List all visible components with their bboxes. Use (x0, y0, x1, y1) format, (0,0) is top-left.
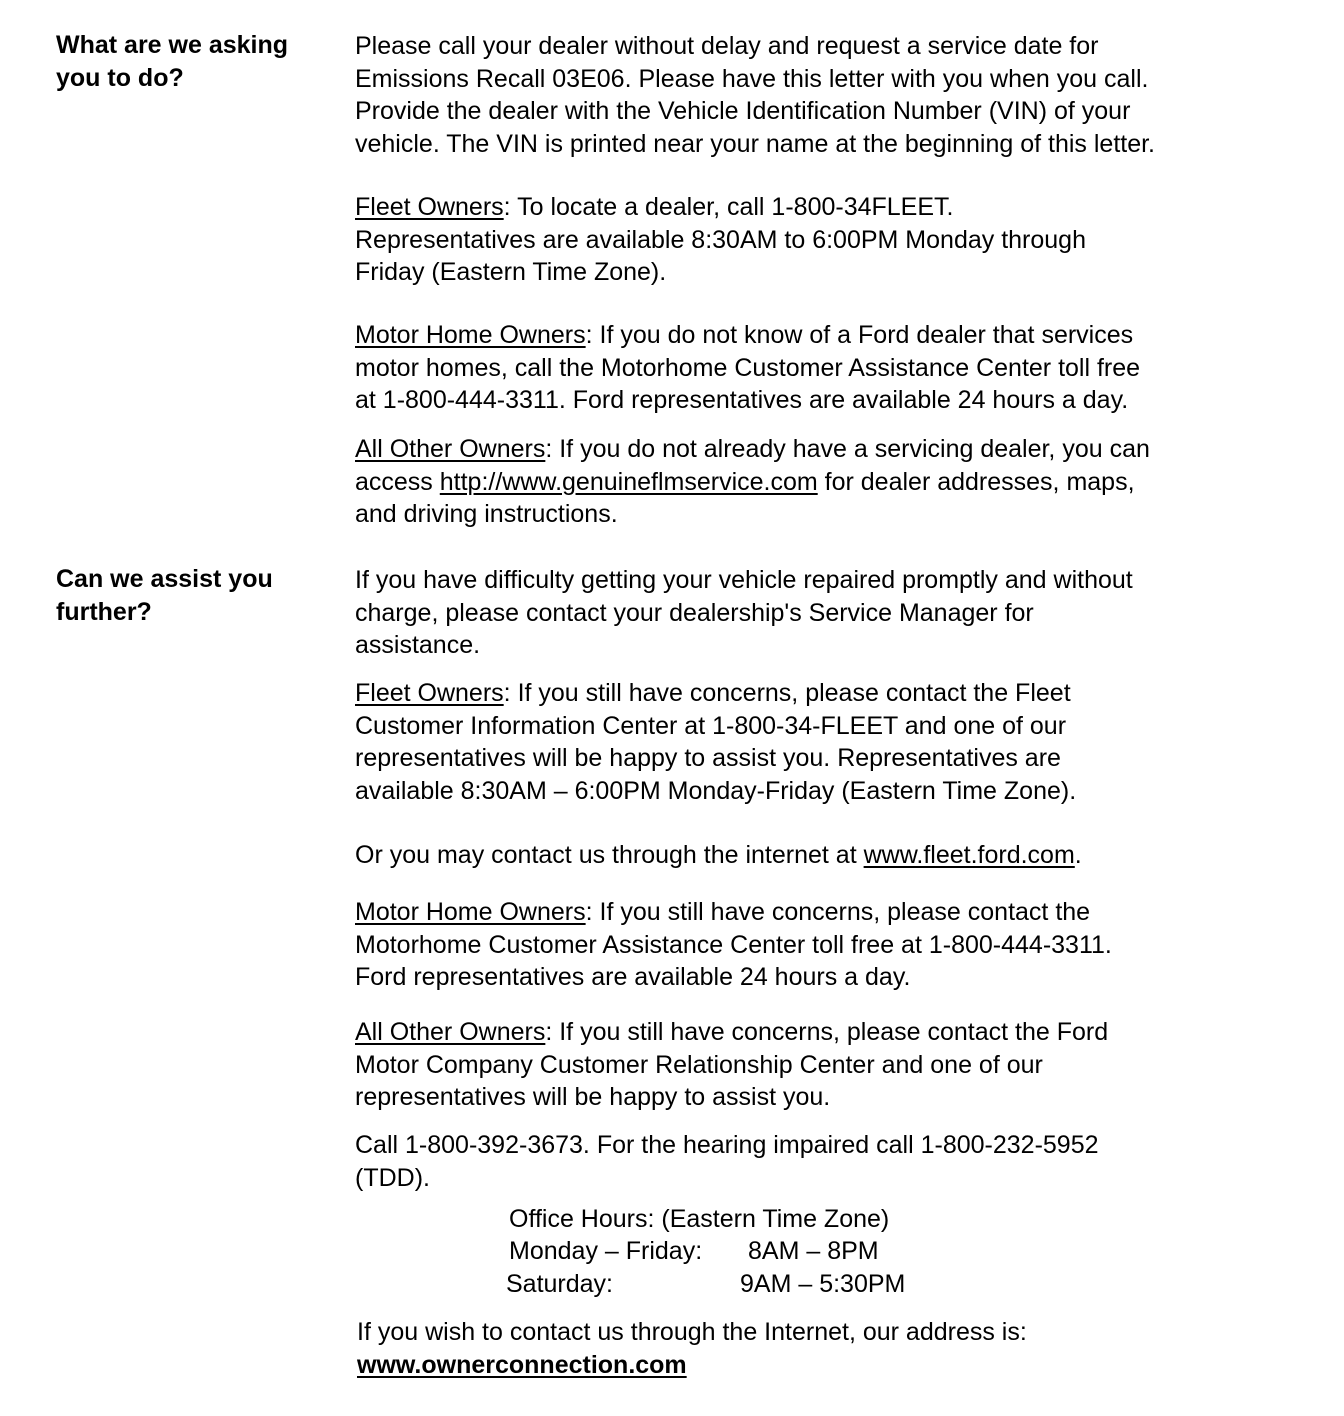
paragraph-line: available 8:30AM – 6:00PM Monday-Friday (Eastern Time Zone). (355, 776, 1077, 805)
motor-home-owners-text: : If you still have concerns, please contact the (585, 898, 1091, 926)
paragraph-line: assistance. (355, 631, 481, 659)
motor-home-owners-text: : If you do not know of a Ford dealer that services (585, 321, 1134, 349)
motor-home-owners-label: Motor Home Owners (355, 898, 586, 926)
saturday-hours-value: 9AM – 5:30PM (740, 1270, 906, 1298)
paragraph-line (355, 1016, 1108, 1049)
fleet-internet-paragraph (355, 839, 1082, 872)
paragraph-line (355, 466, 1150, 499)
all-other-owners-concerns-paragraph (355, 1016, 1108, 1114)
motor-home-owners-label: Motor Home Owners (355, 321, 586, 349)
fleet-owners-label: Fleet Owners (355, 193, 504, 221)
internet-address-paragraph (357, 1316, 1027, 1381)
paragraph-line: Please call your dealer without delay and request a service date for (355, 32, 1099, 60)
text-fragment: . (1074, 841, 1082, 869)
heading-line: you to do? (56, 64, 184, 92)
paragraph-line: and driving instructions. (355, 500, 618, 528)
all-other-owners-text: : If you still have concerns, please contact the Ford (545, 1018, 1109, 1046)
difficulty-paragraph (355, 564, 1133, 662)
paragraph-line: Friday (Eastern Time Zone). (355, 258, 667, 286)
paragraph-line (355, 896, 1112, 929)
fleet-owners-text: : To locate a dealer, call 1-800-34FLEET. (503, 193, 954, 221)
all-other-owners-locate-paragraph (355, 433, 1150, 531)
section-heading-assist (56, 563, 273, 629)
fleet-ford-link[interactable]: www.fleet.ford.com (863, 841, 1075, 869)
all-other-owners-label: All Other Owners (355, 435, 546, 463)
fleet-owners-text: : If you still have concerns, please contact the Fleet (503, 679, 1071, 707)
office-hours-label: Office Hours: (Eastern Time Zone) (509, 1205, 890, 1233)
paragraph-line (355, 677, 1076, 710)
request-service-paragraph (355, 30, 1155, 160)
fleet-owners-concerns-paragraph (355, 677, 1076, 807)
heading-line: Can we assist you (56, 565, 273, 593)
paragraph-line: vehicle. The VIN is printed near your name at the beginning of this letter. (355, 129, 1155, 158)
weekday-hours-value: 8AM – 8PM (748, 1237, 879, 1265)
paragraph-line (357, 1349, 1027, 1382)
paragraph-line: Emissions Recall 03E06. Please have this letter with you when you call. (355, 64, 1149, 93)
heading-line: What are we asking (56, 31, 289, 59)
motor-home-owners-locate-paragraph (355, 319, 1140, 417)
ownerconnection-link[interactable]: www.ownerconnection.com (357, 1350, 687, 1379)
paragraph-line: representatives will be happy to assist you. Representatives are (355, 744, 1061, 772)
paragraph-line: (TDD). (355, 1163, 430, 1192)
text-fragment: for dealer addresses, maps, (817, 467, 1135, 496)
paragraph-line (355, 191, 1086, 224)
call-numbers-paragraph (355, 1129, 1099, 1194)
genuineflmservice-link[interactable]: http://www.genuineflmservice.com (439, 467, 818, 496)
paragraph-line: Ford representatives are available 24 hours a day. (355, 963, 911, 991)
all-other-owners-label: All Other Owners (355, 1018, 546, 1046)
text-fragment: Or you may contact us through the internet at (355, 841, 864, 869)
paragraph-line (355, 319, 1140, 352)
paragraph-line (355, 839, 1082, 872)
section-heading-asking (56, 29, 288, 95)
paragraph-line: Representatives are available 8:30AM to 6:00PM Monday through (355, 225, 1086, 254)
paragraph-line: motor homes, call the Motorhome Customer Assistance Center toll free (355, 353, 1141, 382)
all-other-owners-text: : If you do not already have a servicing dealer, you can (545, 435, 1150, 463)
paragraph-line: Customer Information Center at 1-800-34-FLEET and one of our (355, 711, 1067, 740)
paragraph-line: Motorhome Customer Assistance Center toll free at 1-800-444-3311. (355, 930, 1112, 959)
paragraph-line: If you wish to contact us through the Internet, our address is: (357, 1318, 1027, 1346)
paragraph-line: If you have difficulty getting your vehicle repaired promptly and without (355, 566, 1133, 594)
paragraph-line: Call 1-800-392-3673. For the hearing impaired call 1-800-232-5952 (355, 1131, 1099, 1159)
paragraph-line: Motor Company Customer Relationship Center and one of our (355, 1050, 1043, 1079)
heading-line: further? (56, 598, 152, 626)
fleet-owners-label: Fleet Owners (355, 679, 504, 707)
saturday-hours-label: Saturday: (506, 1270, 614, 1298)
paragraph-line: representatives will be happy to assist you. (355, 1083, 831, 1111)
weekday-hours-label: Monday – Friday: (509, 1237, 703, 1265)
paragraph-line (355, 433, 1150, 466)
paragraph-line: at 1-800-444-3311. Ford representatives are available 24 hours a day. (355, 386, 1129, 414)
fleet-owners-locate-paragraph (355, 191, 1086, 289)
paragraph-line: charge, please contact your dealership's Service Manager for (355, 598, 1034, 627)
motor-home-owners-concerns-paragraph (355, 896, 1112, 994)
text-fragment: access (355, 467, 440, 496)
paragraph-line: Provide the dealer with the Vehicle Identification Number (VIN) of your (355, 97, 1131, 125)
